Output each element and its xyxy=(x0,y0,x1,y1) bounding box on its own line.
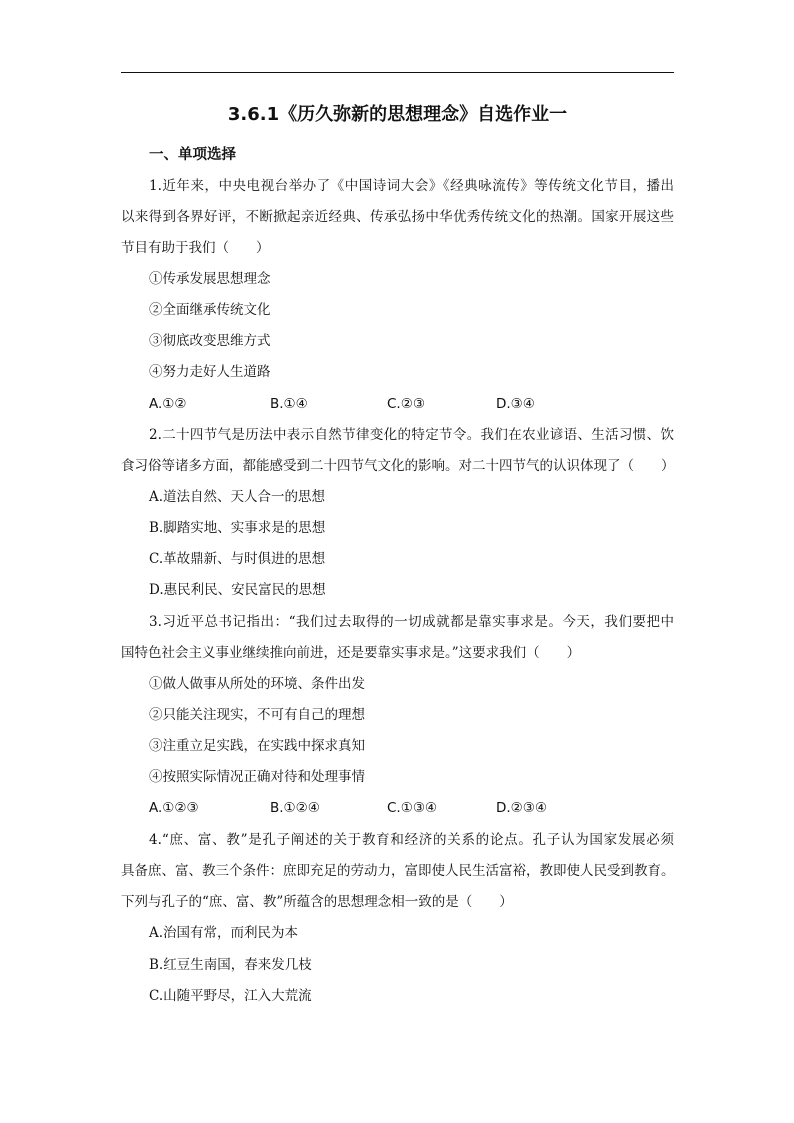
question-1-item-2: ②全面继承传统文化 xyxy=(149,302,271,318)
question-3-item-3: ③注重立足实践，在实践中探求真知 xyxy=(149,738,365,754)
question-3-choice-a: A.①②③ xyxy=(149,800,199,816)
question-3-choice-d: D.②③④ xyxy=(496,800,547,816)
question-2-option-d: D.惠民利民、安民富民的思想 xyxy=(149,582,326,598)
question-2-option-c: C.革故鼎新、与时俱进的思想 xyxy=(149,551,326,567)
question-1-choice-b: B.①④ xyxy=(270,396,308,412)
question-3-item-1: ①做人做事从所处的环境、条件出发 xyxy=(149,676,365,692)
question-4-stem-line-1: 4.“庶、富、教”是孔子阐述的关于教育和经济的关系的论点。孔子认为国家发展必须 xyxy=(149,832,674,848)
question-4-option-b: B.红豆生南国，春来发几枝 xyxy=(149,957,312,973)
question-2-option-b: B.脚踏实地、实事求是的思想 xyxy=(149,520,326,536)
question-1-stem-line-3: 节目有助于我们（ ） xyxy=(121,240,270,256)
question-4-stem-line-2: 具备庶、富、教三个条件：庶即充足的劳动力，富即使人民生活富裕，教即使人民受到教育。 xyxy=(121,863,675,879)
question-1-choices xyxy=(149,394,649,414)
question-1-item-1: ①传承发展思想理念 xyxy=(149,271,271,287)
question-3-stem-line-1: 3.习近平总书记指出：“我们过去取得的一切成就都是靠实事求是。今天，我们要把中 xyxy=(149,614,674,630)
question-3-item-4: ④按照实际情况正确对待和处理事情 xyxy=(149,769,365,785)
question-4-stem-line-3: 下列与孔子的“庶、富、教”所蕴含的思想理念相一致的是（ ） xyxy=(121,894,513,910)
question-2-option-a: A.道法自然、天人合一的思想 xyxy=(149,489,326,505)
section-heading: 一、单项选择 xyxy=(149,147,236,163)
question-1-item-4: ④努力走好人生道路 xyxy=(149,364,271,380)
question-2-stem-line-1: 2.二十四节气是历法中表示自然节律变化的特定节令。我们在农业谚语、生活习惯、饮 xyxy=(149,427,674,443)
question-1-choice-d: D.③④ xyxy=(496,396,535,412)
question-3-stem-line-2: 国特色社会主义事业继续推向前进，还是要靠实事求是。”这要求我们（ ） xyxy=(121,645,581,661)
question-1-choice-c: C.②③ xyxy=(387,396,425,412)
question-3-choices xyxy=(149,798,649,818)
question-4-option-c: C.山随平野尽，江入大荒流 xyxy=(149,988,312,1004)
question-1-item-3: ③彻底改变思维方式 xyxy=(149,333,271,349)
question-3-item-2: ②只能关注现实，不可有自己的理想 xyxy=(149,707,365,723)
question-1-choice-a: A.①② xyxy=(149,396,187,412)
page-title: 3.6.1《历久弥新的思想理念》自选作业一 xyxy=(227,104,568,125)
question-3-choice-b: B.①②④ xyxy=(270,800,320,816)
question-1-stem-line-2: 以来得到各界好评，不断掀起亲近经典、传承弘扬中华优秀传统文化的热潮。国家开展这些 xyxy=(121,209,674,225)
question-4-option-a: A.治国有常，而利民为本 xyxy=(149,925,299,941)
question-1-stem-line-1: 1.近年来，中央电视台举办了《中国诗词大会》《经典咏流传》等传统文化节目，播出 xyxy=(149,178,674,194)
question-3-choice-c: C.①③④ xyxy=(387,800,438,816)
header-rule xyxy=(121,72,674,73)
question-2-stem-line-2: 食习俗等诸多方面，都能感受到二十四节气文化的影响。对二十四节气的认识体现了（ ） xyxy=(121,458,675,474)
